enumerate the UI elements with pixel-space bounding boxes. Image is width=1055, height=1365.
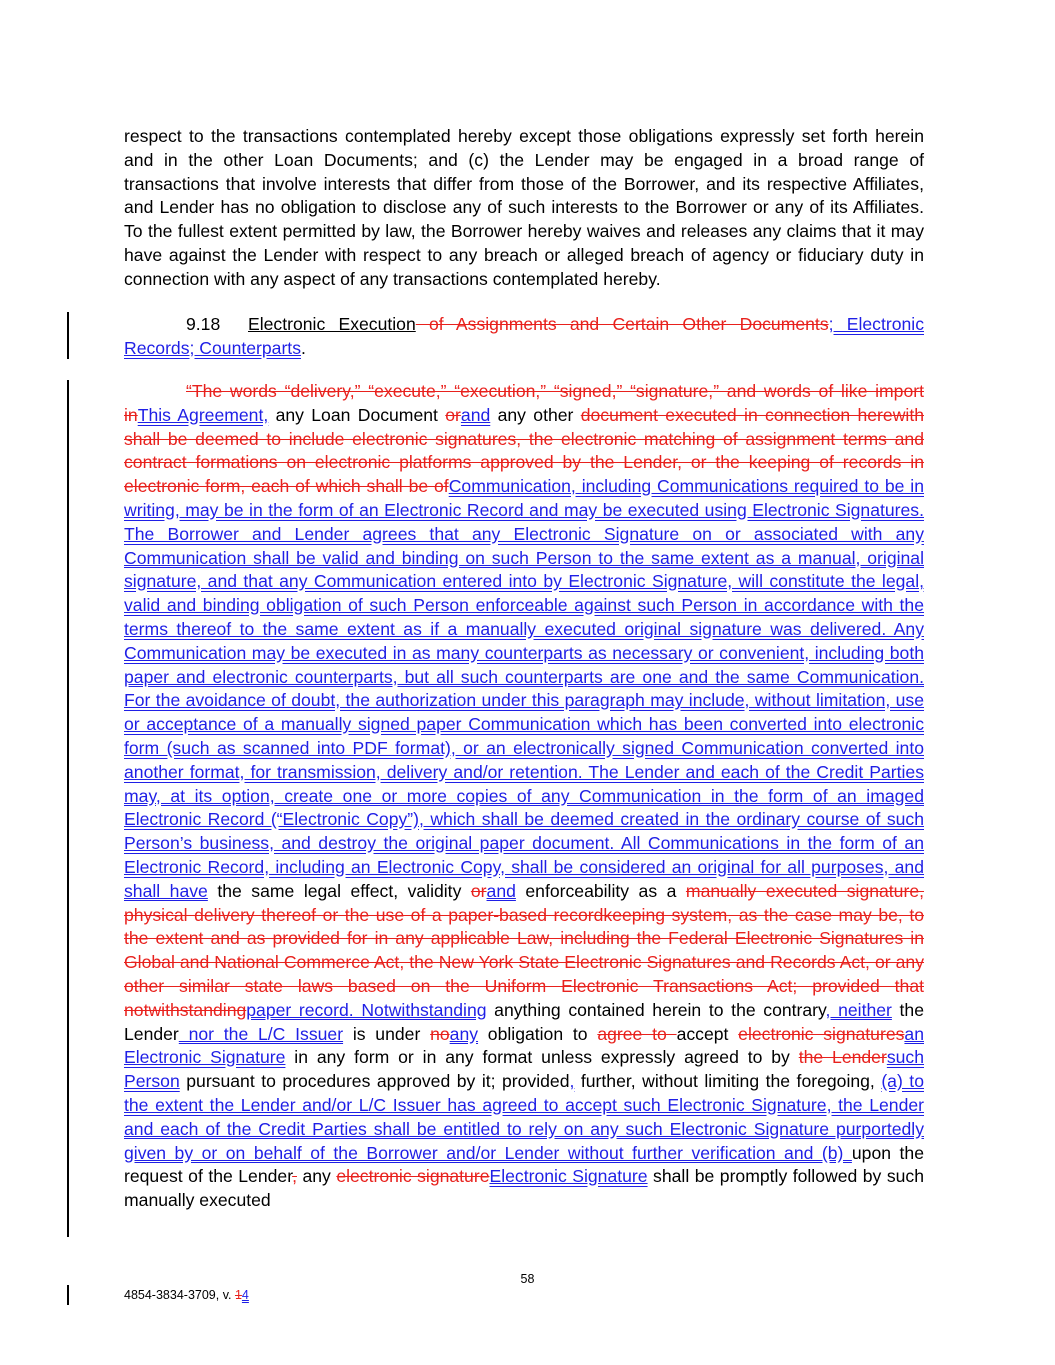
deleted-text: , [292, 1166, 297, 1187]
body-text: any Loan Document [268, 404, 446, 425]
body-text: in any form or in any format unless expressly agreed to by [285, 1047, 799, 1068]
body-text: the same legal effect, validity [207, 880, 471, 901]
body-text: obligation to [478, 1023, 598, 1044]
body-text: any [296, 1166, 337, 1187]
inserted-text: , [569, 1071, 575, 1092]
document-id [124, 1288, 249, 1302]
body-text: shall be promptly followed by such manually executed [124, 1166, 925, 1211]
deleted-text: agree to [597, 1023, 677, 1044]
inserted-text: and [486, 880, 516, 901]
inserted-text: ; [828, 314, 834, 334]
change-bar [67, 1285, 69, 1305]
deleted-text: document executed in connection herewith shall be deemed to include electronic signatures, the electronic matching of assignment terms and contract formations on electronic platforms approved by the Lender, or the keeping of records in electronic form, each of which shall be of [124, 404, 924, 497]
body-text: pursuant to procedures approved by it; provided [179, 1071, 570, 1092]
inserted-text: Electronic Records; Counterparts [124, 314, 924, 358]
section-heading [124, 313, 924, 361]
inserted-text: and [460, 404, 491, 425]
deleted-text: electronic signatures [738, 1023, 905, 1044]
inserted-version: 4 [241, 1288, 249, 1302]
deleted-text: manually executed signature, physical delivery thereof or the use of a paper-based recordkeeping system, as the case may be, to the extent and as provided for in any applicable Law, including the Federal Electronic Signatures in Global and National Commerce Act, the New York State Electronic Signatures and Records Act, or any other similar state laws based on the Uniform Electronic Transactions Act; provided that notwithstanding [124, 880, 924, 1020]
inserted-text: such Person [124, 1047, 924, 1092]
inserted-text: nor the L/C Issuer [178, 1023, 344, 1044]
inserted-text: Electronic Signature [489, 1166, 648, 1187]
paragraph-text: respect to the transactions contemplated hereby except those obligations expressly set forth herein and in the other Loan Documents; and (c) the Lender may be engaged in a broad range of transactions that involve interests that differ from those of the Borrower, and its respective Affiliates, and Lender has no obligation to disclose any of such interests to the Borrower or any of its Affiliates. To the fullest extent permitted by law, the Borrower hereby waives and releases any claims that it may have against the Lender with respect to any breach or alleged breach of agency or fiduciary duty in connection with any aspect of any transactions contemplated hereby. [124, 126, 924, 289]
inserted-text: , neither [825, 999, 892, 1020]
paragraph-continuation [124, 125, 924, 292]
body-text: further, without limiting the foregoing, [574, 1071, 882, 1092]
deleted-text: electronic signature [336, 1166, 490, 1187]
document-id-text: 4854-3834-3709, v. [124, 1288, 235, 1302]
heading-period: . [301, 337, 306, 358]
deleted-text: of Assignments and Certain Other Documents [415, 314, 829, 334]
deleted-text: no [430, 1023, 450, 1044]
body-text: upon the request of the Lender [124, 1142, 924, 1187]
body-text: anything contained herein to the contrary [486, 999, 826, 1020]
deleted-version: 1 [234, 1288, 242, 1302]
inserted-text: an Electronic Signature [124, 1023, 924, 1068]
inserted-text: (a) to the extent the Lender and/or L/C Issuer has agreed to accept such Electronic Signature, the Lender and each of the Credit Parties shall be entitled to rely on any such Electronic Signature purportedly given by or on behalf of the Borrower and/or Lender without further verification and (b) [124, 1071, 924, 1163]
deleted-text: or [445, 404, 461, 425]
body-text: accept [676, 1023, 739, 1044]
deleted-text: or [470, 880, 487, 901]
inserted-text: any [449, 1023, 479, 1044]
section-number: 9.18 [186, 314, 221, 334]
deleted-text: the Lender [798, 1047, 887, 1068]
body-text: enforceability as a [515, 880, 686, 901]
inserted-text: Communication, including Communications required to be in writing, may be in the form of an Electronic Record and may be executed using Electronic Signatures. The Borrower and Lender agrees that any Electronic Signature on or associated with any Communication shall be valid and binding on such Person to the same extent as a manual, original signature, and that any Communication entered into by Electronic Signature, will constitute the legal, valid and binding obligation of such Person enforceable against such Person in accordance with the terms thereof to the same extent as if a manually executed original signature was delivered. Any Communication may be executed in as many counterparts as necessary or convenient, including both paper and electronic counterparts, but all such counterparts are one and the same Communication. For the avoidance of doubt, the authorization under this paragraph may include, without limitation, use or acceptance of a manually signed paper Communication which has been converted into electronic form (such as scanned into PDF format), or an electronically signed Communication converted into another format, for transmission, delivery and/or retention. The Lender and each of the Credit Parties may, at its option, create one or more copies of any Communication in the form of an imaged Electronic Record (“Electronic Copy”), which shall be deemed created in the ordinary course of such Person’s business, and destroy the original paper document. All Communications in the form of an Electronic Record, including an Electronic Copy, shall be considered an original for all purposes, and shall have [124, 476, 924, 901]
body-text: is under [343, 1023, 431, 1044]
body-text: any other [490, 404, 581, 425]
section-body [124, 380, 924, 1213]
change-bar [67, 380, 69, 1237]
section-title: Electronic Execution [248, 314, 416, 334]
page-number: 58 [520, 1272, 535, 1286]
body-text: the Lender [124, 999, 925, 1044]
change-bar [67, 312, 69, 359]
inserted-text: This Agreement, [137, 404, 269, 425]
inserted-text: paper record. Notwithstanding [246, 999, 487, 1020]
deleted-text: “The words “delivery,” “execute,” “execution,” “signed,” “signature,” and words of like import in [124, 381, 924, 425]
